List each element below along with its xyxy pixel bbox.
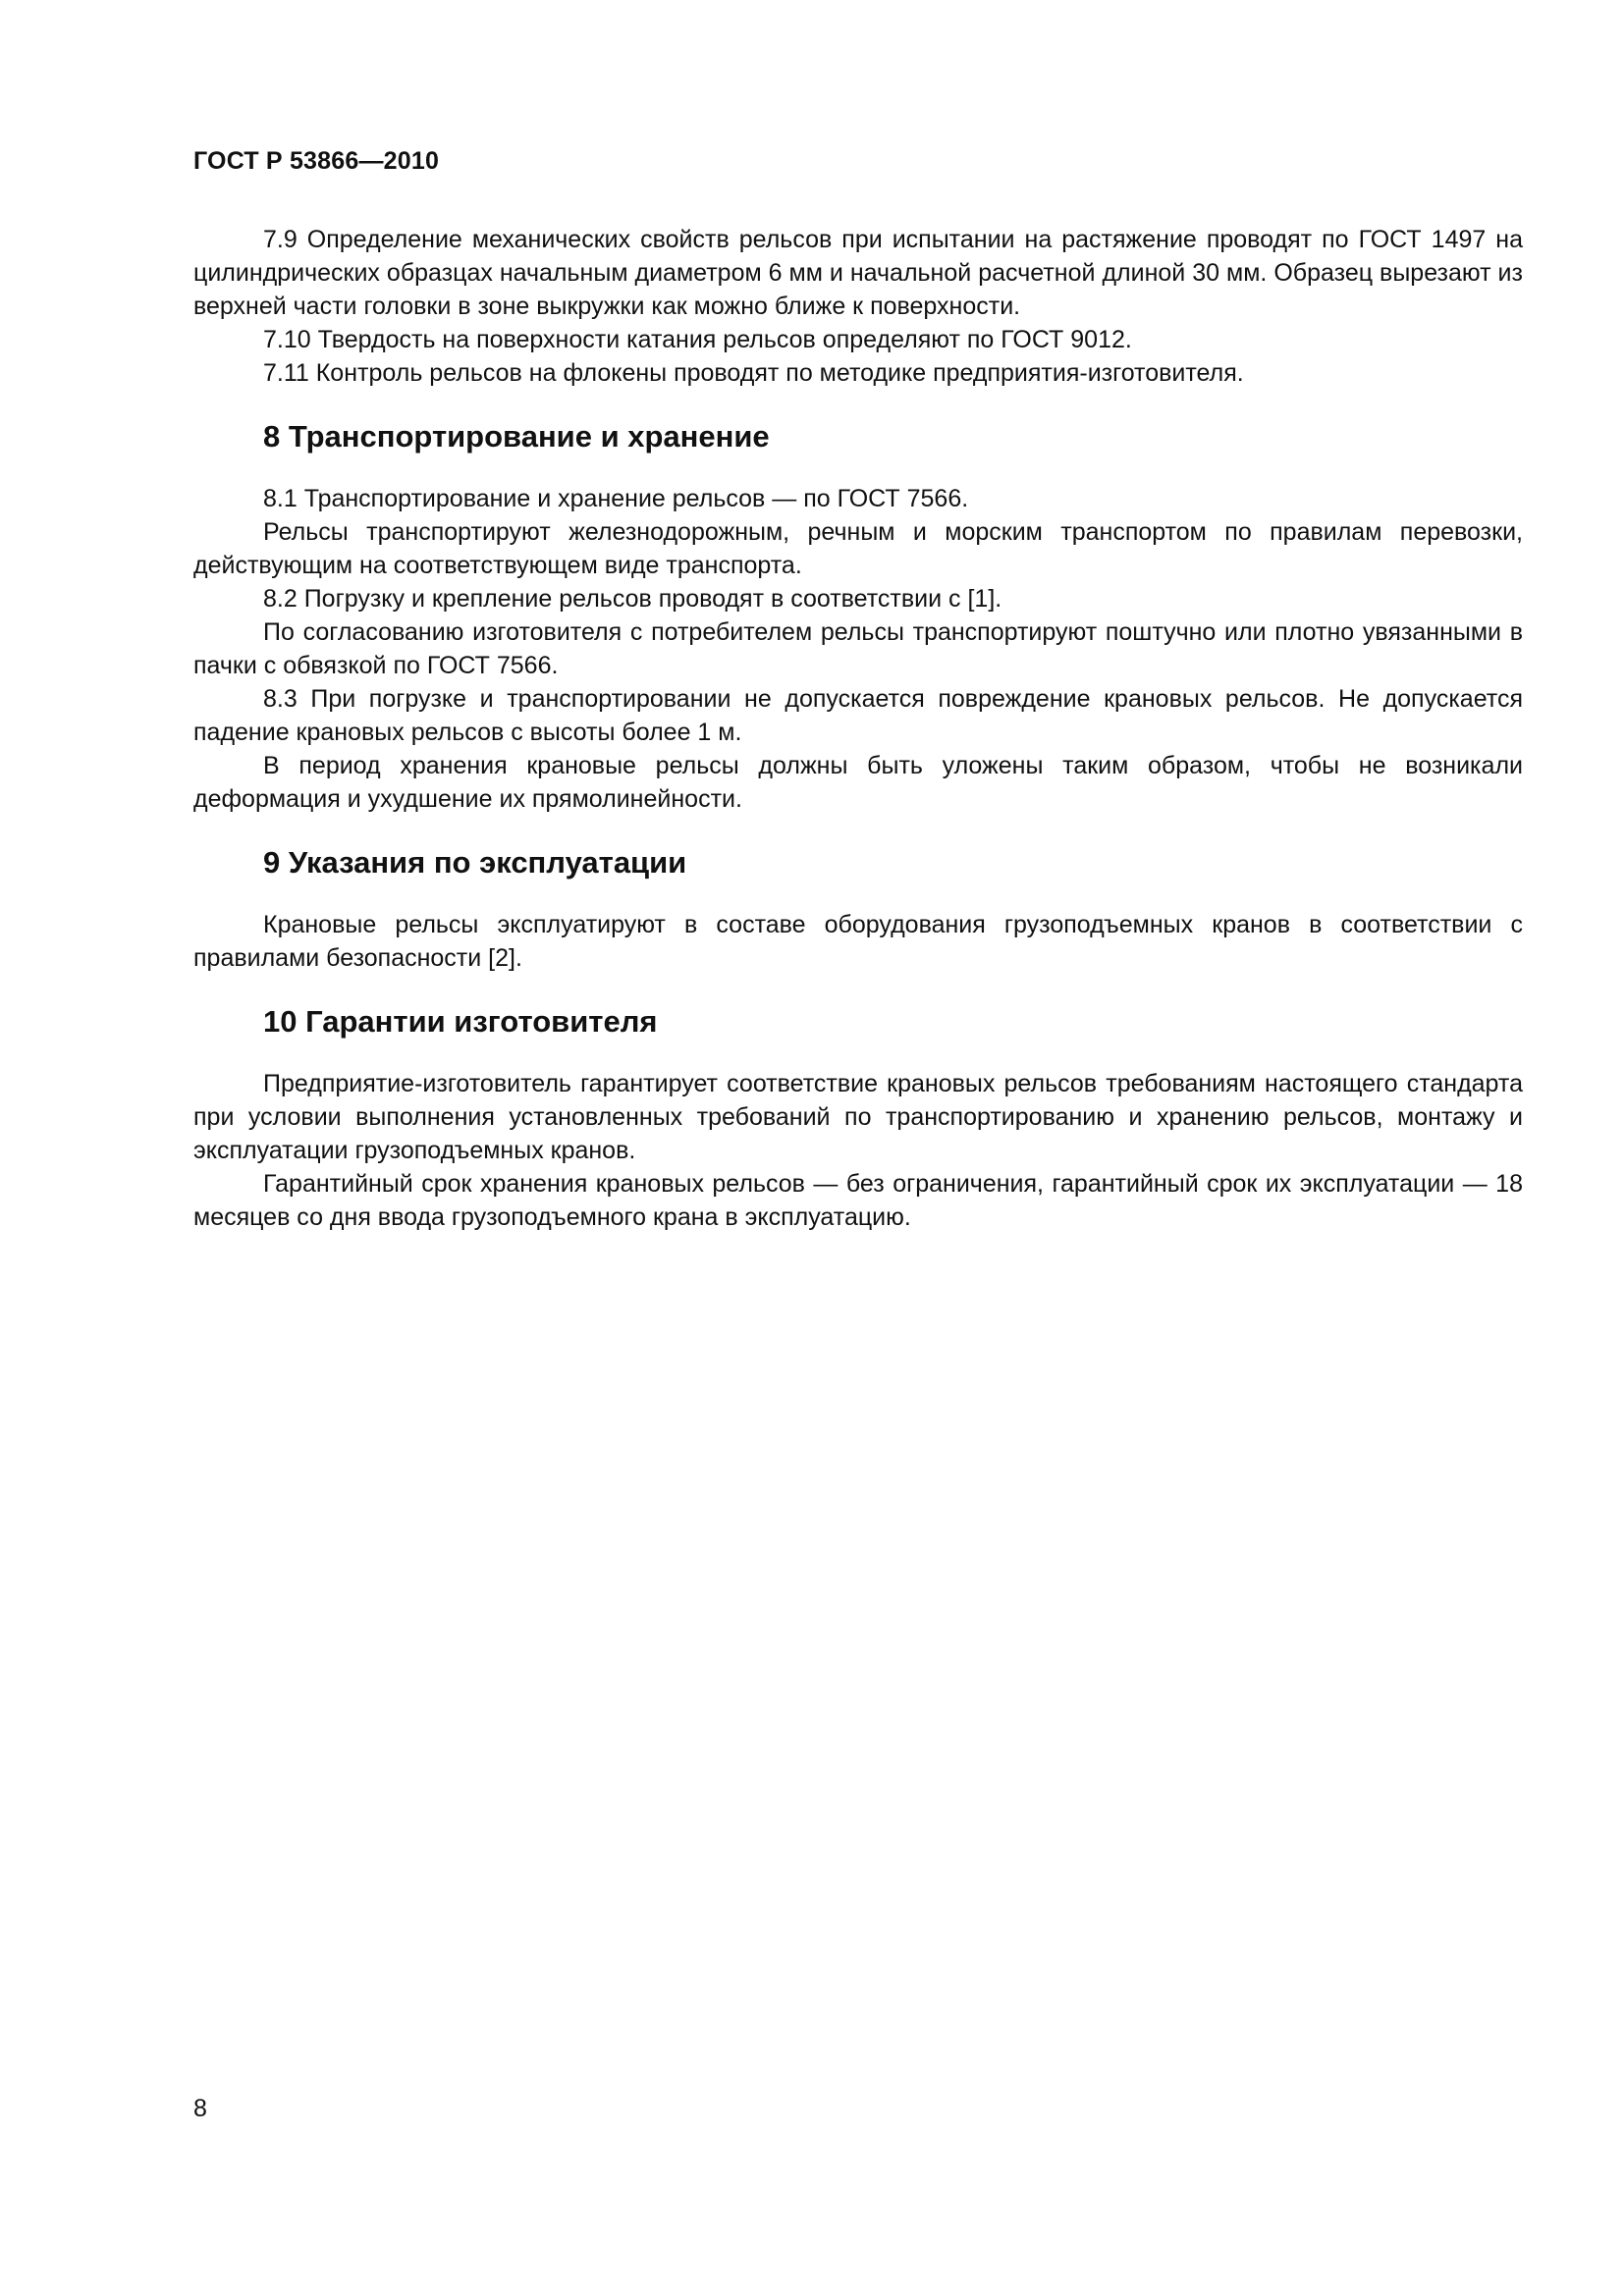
paragraph-8-2-agreement: По согласованию изготовителя с потребителем рельсы транспортируют поштучно или плотно увязанными в пачки с обвязкой по ГОСТ 7566. — [193, 618, 1523, 679]
paragraph-8-1-transport: Рельсы транспортируют железнодорожным, речным и морским транспортом по правилам перевозки, действующим на соответствующем виде транспорта. — [193, 518, 1523, 579]
paragraph-8-3-storage: В период хранения крановые рельсы должны быть уложены таким образом, чтобы не возникали деформация и ухудшение их прямолинейности. — [193, 752, 1523, 813]
section-title-9: 9 Указания по эксплуатации — [263, 845, 687, 880]
paragraph-7-10: 7.10 Твердость на поверхности катания рельсов определяют по ГОСТ 9012. — [263, 326, 1132, 353]
paragraph-7-11: 7.11 Контроль рельсов на флокены проводят по методике предприятия-изготовителя. — [263, 359, 1244, 387]
paragraph-7-9: 7.9 Определение механических свойств рельсов при испытании на растяжение проводят по ГОСТ 1497 на цилиндрических образцах начальным диаметром 6 мм и начальной расчетной длиной 30 мм. Образец вырезают из верхней части головки в зоне выкружки как можно ближе к поверхности. — [193, 226, 1523, 320]
paragraph-8-2: 8.2 Погрузку и крепление рельсов проводят в соответствии с [1]. — [263, 585, 1002, 613]
section-title-8: 8 Транспортирование и хранение — [263, 419, 770, 454]
page-number: 8 — [193, 2095, 207, 2122]
paragraph-8-3: 8.3 При погрузке и транспортировании не допускается повреждение крановых рельсов. Не допускается падение крановых рельсов с высоты более 1 м. — [193, 685, 1523, 746]
paragraph-10-guarantee: Предприятие-изготовитель гарантирует соответствие крановых рельсов требованиям настоящего стандарта при условии выполнения установленных требований по транспортированию и хранению рельсов, монтажу и эксплуатации грузоподъемных кранов. — [193, 1070, 1523, 1164]
paragraph-9: Крановые рельсы эксплуатируют в составе оборудования грузоподъемных кранов в соответствии с правилами безопасности [2]. — [193, 911, 1523, 972]
paragraph-10-warranty-period: Гарантийный срок хранения крановых рельсов — без ограничения, гарантийный срок их эксплуатации — 18 месяцев со дня ввода грузоподъемного крана в эксплуатацию. — [193, 1170, 1523, 1231]
document-header: ГОСТ Р 53866—2010 — [193, 147, 440, 175]
document-body — [193, 223, 1523, 1234]
section-title-10: 10 Гарантии изготовителя — [263, 1004, 658, 1039]
paragraph-8-1: 8.1 Транспортирование и хранение рельсов — по ГОСТ 7566. — [263, 485, 969, 512]
